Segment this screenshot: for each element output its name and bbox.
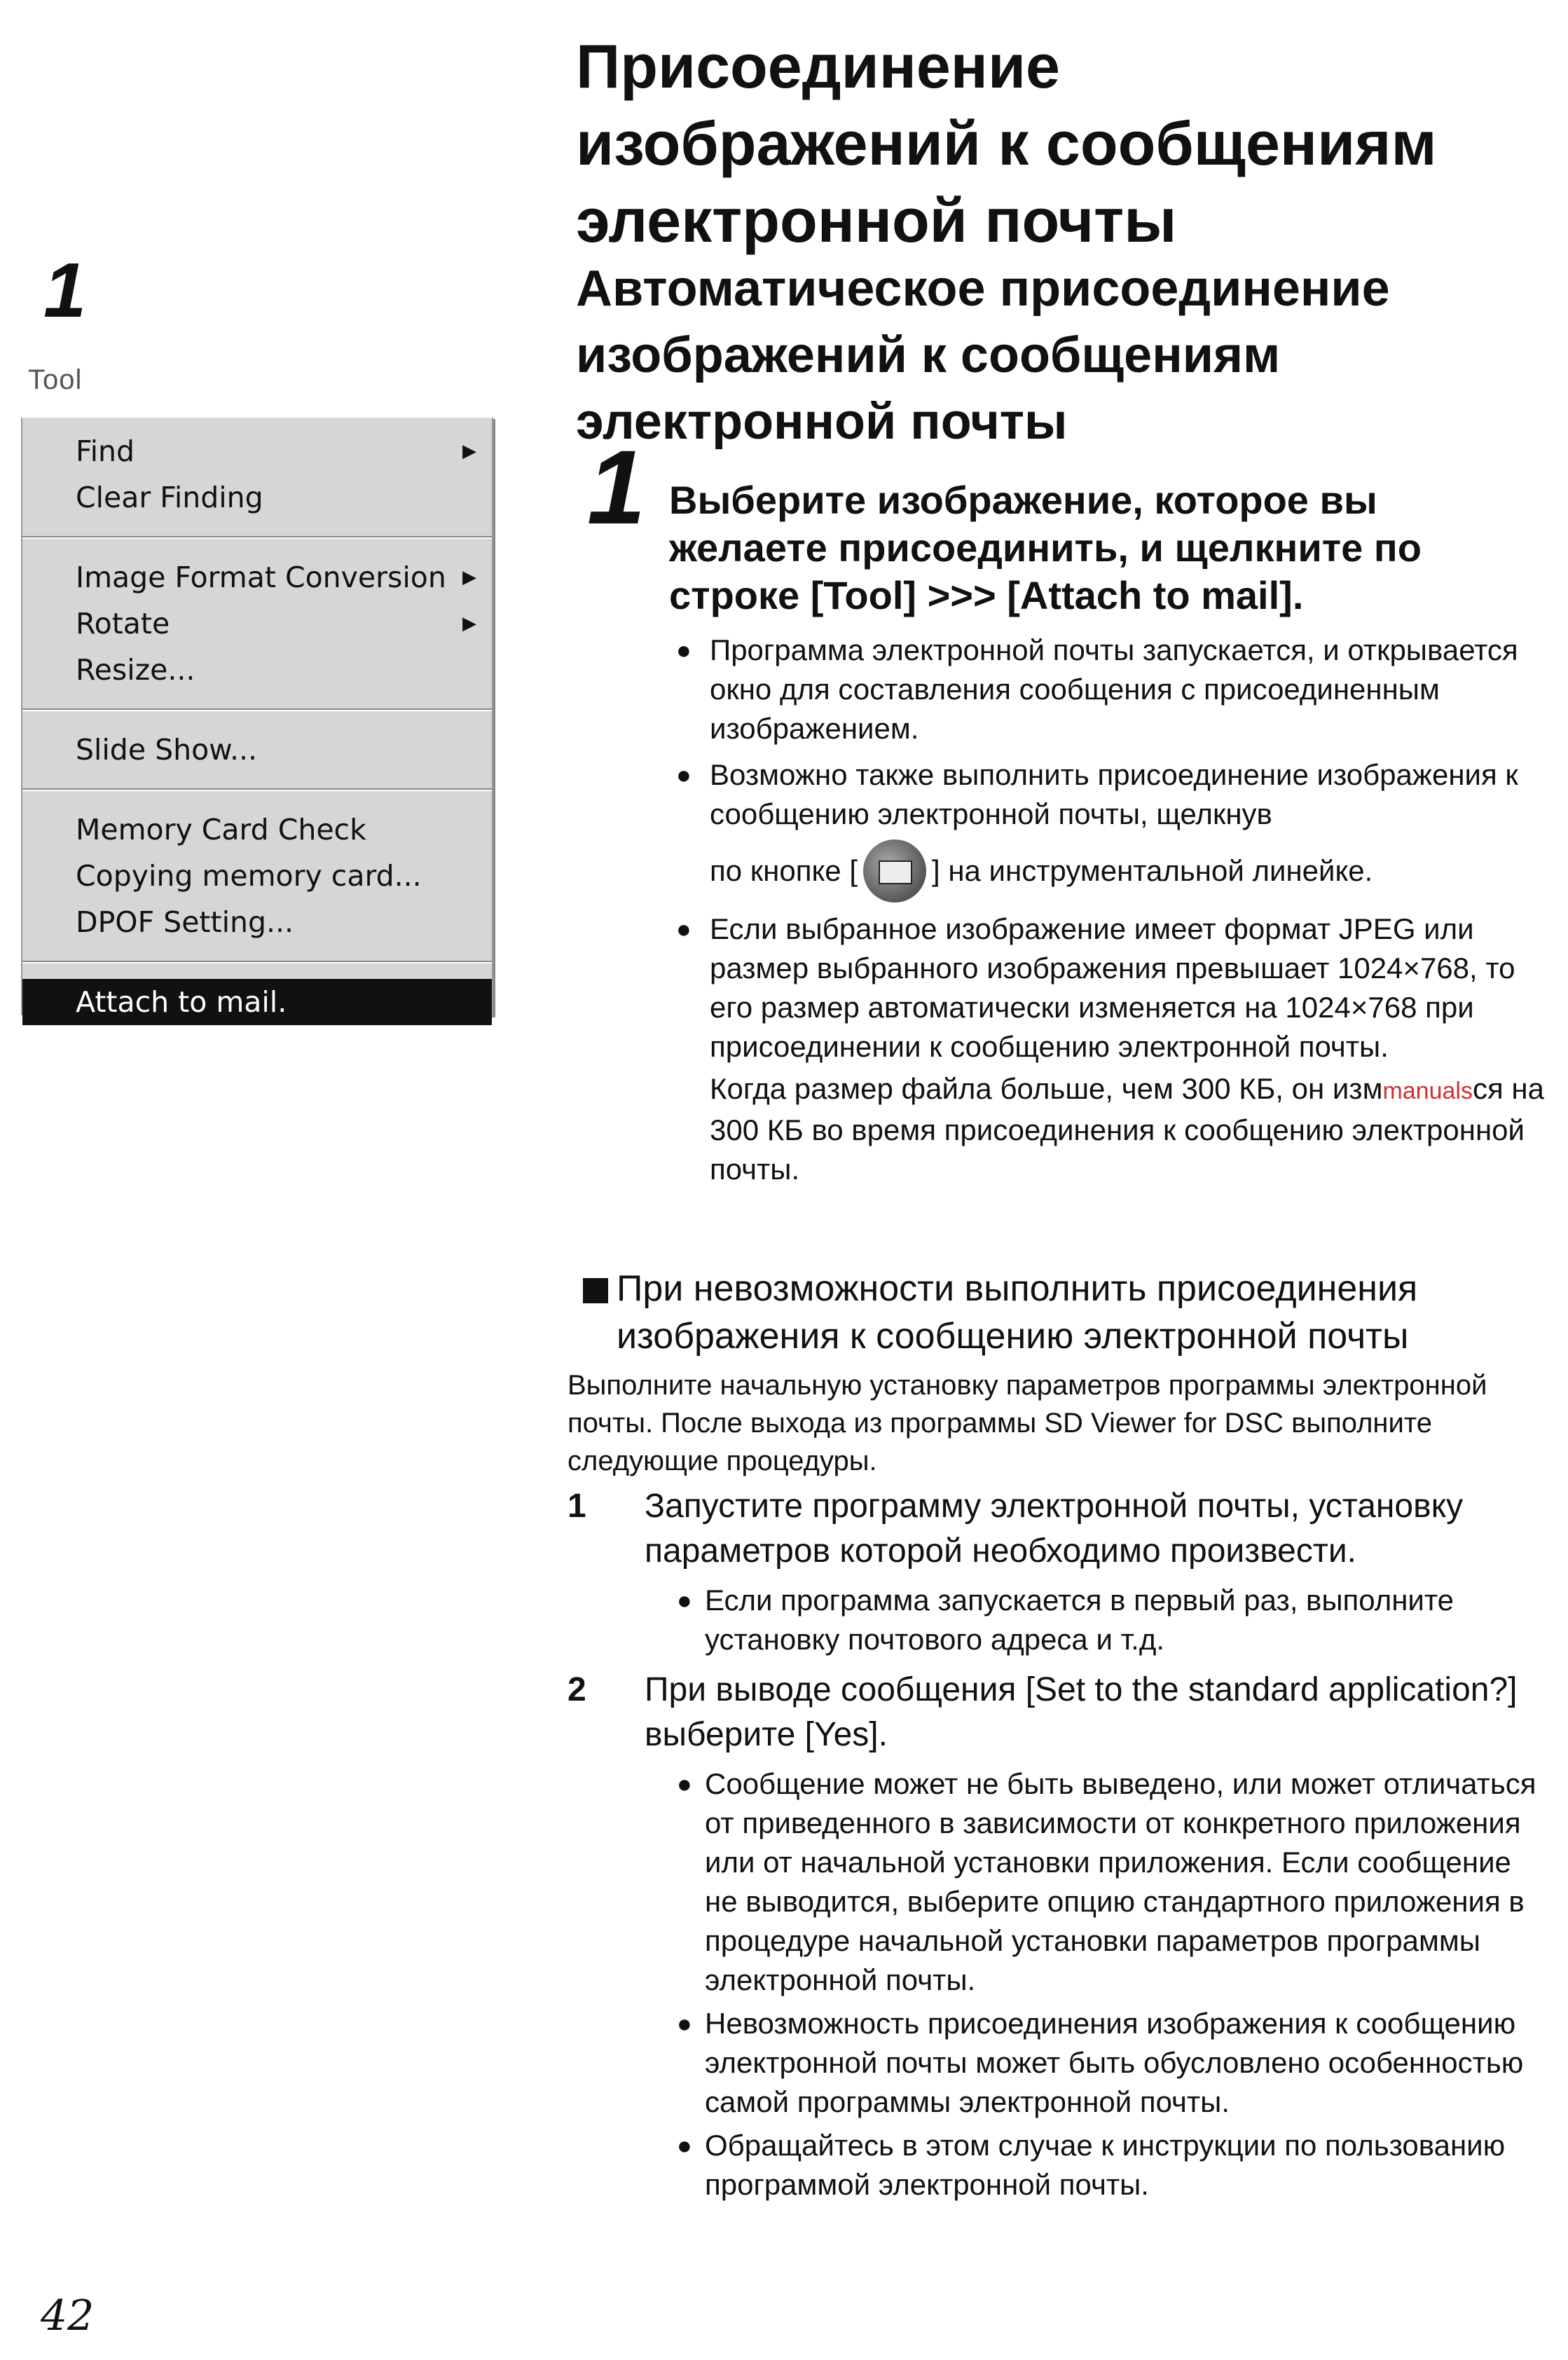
menu-item-clear-finding[interactable]	[22, 474, 492, 521]
menu-separator	[22, 536, 492, 539]
menu-item-label: Memory Card Check	[76, 813, 366, 846]
page-title-line: электронной почты	[576, 186, 1177, 255]
step-instruction: Выберите изображение, которое вы желаете присоединить, и щелкните по строке [Tool] >>> [Attach to mail].	[669, 478, 1422, 617]
submenu-arrow-icon: ▶	[462, 567, 476, 588]
note-text: по кнопке [	[710, 854, 858, 887]
page-subtitle-line: изображений к сообщениям	[576, 327, 1281, 383]
mail-button-icon	[863, 839, 926, 903]
menu-item-label: Resize...	[76, 653, 195, 687]
page-title-line: изображений к сообщениям	[576, 109, 1437, 178]
menu-item-label: Attach to mail.	[76, 985, 287, 1019]
section-steps	[568, 1484, 1548, 2213]
menu-item-find[interactable]	[22, 428, 492, 474]
note-text: ся на 300 КБ во время присоединения к сообщению электронной почты.	[710, 1072, 1544, 1186]
square-bullet-icon	[583, 1278, 608, 1303]
section-step-number: 2	[568, 1671, 586, 1708]
menu-item-label: Clear Finding	[76, 481, 263, 514]
section-heading-line: изображения к сообщению электронной почты	[617, 1316, 1409, 1357]
tool-menu	[21, 417, 493, 1019]
page-number: 42	[41, 2291, 95, 2340]
note-icon-line	[710, 839, 1552, 903]
submenu-arrow-icon: ▶	[462, 613, 476, 634]
section-step-note: ● Обращайтесь в этом случае к инструкции по пользованию программой электронной почты.	[677, 2126, 1548, 2204]
section-step-note: ● Невозможность присоединения изображения к сообщению электронной почты может быть обусловлено особенностью самой программы электронной почты.	[677, 2004, 1548, 2122]
menu-item-attach-to-mail[interactable]	[22, 979, 492, 1025]
section-step-text: Запустите программу электронной почты, установку параметров которой необходимо произвести.	[645, 1488, 1464, 1570]
note-bullet	[676, 910, 1552, 1189]
note-text: Возможно также выполнить присоединение изображения к сообщению электронной почты, щелкнув	[710, 758, 1518, 830]
menu-item-slide-show[interactable]	[22, 727, 492, 773]
section-heading-line: При невозможности выполнить присоединения	[617, 1268, 1418, 1309]
submenu-arrow-icon: ▶	[462, 441, 476, 462]
menu-separator	[22, 788, 492, 791]
section-intro: Выполните начальную установку параметров программы электронной почты. После выхода из программы SD Viewer for DSC выполните следующие процедуры.	[568, 1370, 1487, 1476]
page-title-line: Присоединение	[576, 32, 1060, 101]
page-subtitle-line: Автоматическое присоединение	[576, 261, 1390, 317]
tool-menu-label: Tool	[28, 364, 83, 395]
note-text: Когда размер файла больше, чем 300 КБ, он изм	[710, 1072, 1383, 1105]
left-step-number: 1	[43, 247, 87, 334]
watermark: manuals	[1382, 1078, 1473, 1104]
menu-separator	[22, 961, 492, 963]
menu-item-copying-memory-card[interactable]	[22, 853, 492, 899]
section-step-number: 1	[568, 1488, 586, 1525]
step-number: 1	[587, 428, 646, 546]
note-text: ] на инструментальной линейке.	[931, 854, 1373, 887]
page-subtitle-line: электронной почты	[576, 394, 1068, 450]
menu-item-memory-card-check[interactable]	[22, 807, 492, 853]
menu-item-rotate[interactable]	[22, 601, 492, 647]
menu-separator	[22, 708, 492, 711]
menu-item-resize[interactable]	[22, 647, 492, 693]
note-bullet	[676, 755, 1552, 903]
section-step	[568, 1484, 1548, 1659]
menu-item-label: Copying memory card...	[76, 859, 422, 893]
note-text: Если выбранное изображение имеет формат JPEG или размер выбранного изображения превышает 1024×768, то его размер автоматически изменяется на 1024×768 при присоединении к сообщению электронной почты.	[710, 912, 1515, 1063]
section-step-text: При выводе сообщения [Set to the standard application?] выберите [Yes].	[645, 1671, 1518, 1753]
section-step-note: ● Сообщение может не быть выведено, или может отличаться от приведенного в зависимости от конкретного приложения или от начальной установки приложения. Если сообщение не выводится, выберите опцию стандартного приложения в процедуре начальной установки параметров программы электронной почты.	[677, 1764, 1548, 2000]
section-step-note: ● Если программа запускается в первый раз, выполните установку почтового адреса и т.д.	[677, 1581, 1548, 1659]
menu-item-label: Slide Show...	[76, 733, 258, 767]
menu-item-dpof-setting[interactable]	[22, 899, 492, 945]
step-notes	[676, 631, 1552, 1196]
menu-item-label: DPOF Setting...	[76, 905, 294, 939]
section-step	[568, 1668, 1548, 2204]
note-bullet: ● Программа электронной почты запускается, и открывается окно для составления сообщения с присоединенным изображением.	[676, 631, 1552, 748]
section-heading	[583, 1265, 1550, 1360]
menu-item-label: Rotate	[76, 607, 170, 640]
menu-item-label: Find	[76, 434, 135, 468]
page-subtitle	[576, 256, 1557, 455]
menu-item-label: Image Format Conversion	[76, 561, 446, 594]
menu-item-image-format-conversion[interactable]	[22, 554, 492, 601]
page-title	[576, 28, 1557, 259]
note-extra	[710, 1069, 1552, 1189]
